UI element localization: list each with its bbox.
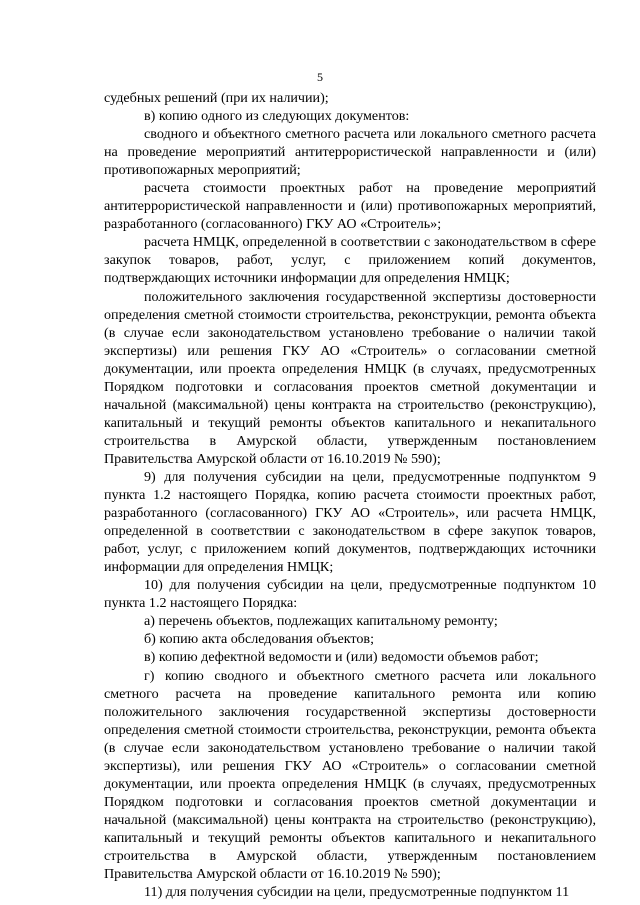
paragraph: расчета НМЦК, определенной в соответствии с законодательством в сфере закупок товаров, работ, услуг, с приложением копий документов, подтверждающих источники информации для определения НМЦК; <box>104 234 596 287</box>
paragraph: 9) для получения субсидии на цели, предусмотренные подпунктом 9 пункта 1.2 настоящего Порядка, копию расчета стоимости проектных работ, разработанного (согласованного) ГКУ АО «Строитель», или расчета НМЦК, определенной в соответствии с законодательством в сфере закупок товаров, работ, услуг, с приложением копий документов, подтверждающих источники информации для определения НМЦК; <box>104 468 596 576</box>
paragraph: б) копию акта обследования объектов; <box>144 631 374 648</box>
paragraph: сводного и объектного сметного расчета или локального сметного расчета на проведение мероприятий антитеррористической направленности и (или) противопожарных мероприятий; <box>104 126 596 179</box>
document-body <box>104 89 596 901</box>
paragraph: судебных решений (при их наличии); <box>104 90 329 106</box>
paragraph: в) копию одного из следующих документов: <box>144 108 410 125</box>
paragraph: 10) для получения субсидии на цели, предусмотренные подпунктом 10 пункта 1.2 настоящего Порядка: <box>104 577 596 612</box>
paragraph: положительного заключения государственной экспертизы достоверности определения сметной стоимости строительства, реконструкции, ремонта объекта (в случае если законодательством установлено требование о наличии такой экспертизы) или решения ГКУ АО «Строитель» о согласовании сметной документации, или проекта определения НМЦК (в случаях, предусмотренных Порядком подготовки и согласования проектов сметной документации и начальной (максимальной) цены контракта на строительство (реконструкцию), капитальный и текущий ремонты объектов капитального и некапитального строительства в Амурской области, утвержденным постановлением Правительства Амурской области от 16.10.2019 № 590); <box>104 288 596 467</box>
paragraph: в) копию дефектной ведомости и (или) ведомости объемов работ; <box>144 649 539 666</box>
page-number: 5 <box>317 70 323 84</box>
paragraph: г) копию сводного и объектного сметного расчета или локального сметного расчета на проведение капитального ремонта или копию положительного заключения государственной экспертизы достоверности определения сметной стоимости строительства, реконструкции, ремонта объекта (в случае если законодательством установлено требование о наличии такой экспертизы), или решения ГКУ АО «Строитель» о согласовании сметной документации, или проекта определения НМЦК (в случаях, предусмотренных Порядком подготовки и согласования проектов сметной документации и начальной (максимальной) цены контракта на строительство (реконструкцию), капитальный и текущий ремонты объектов капитального и некапитального строительства в Амурской области, утвержденным постановлением Правительства Амурской области от 16.10.2019 № 590); <box>104 667 596 883</box>
paragraph: расчета стоимости проектных работ на проведение мероприятий антитеррористической направленности и (или) противопожарных мероприятий, разработанного (согласованного) ГКУ АО «Строитель»; <box>104 180 596 233</box>
paragraph: 11) для получения субсидии на цели, предусмотренные подпунктом 11 <box>144 884 570 901</box>
paragraph: а) перечень объектов, подлежащих капитальному ремонту; <box>144 613 498 630</box>
